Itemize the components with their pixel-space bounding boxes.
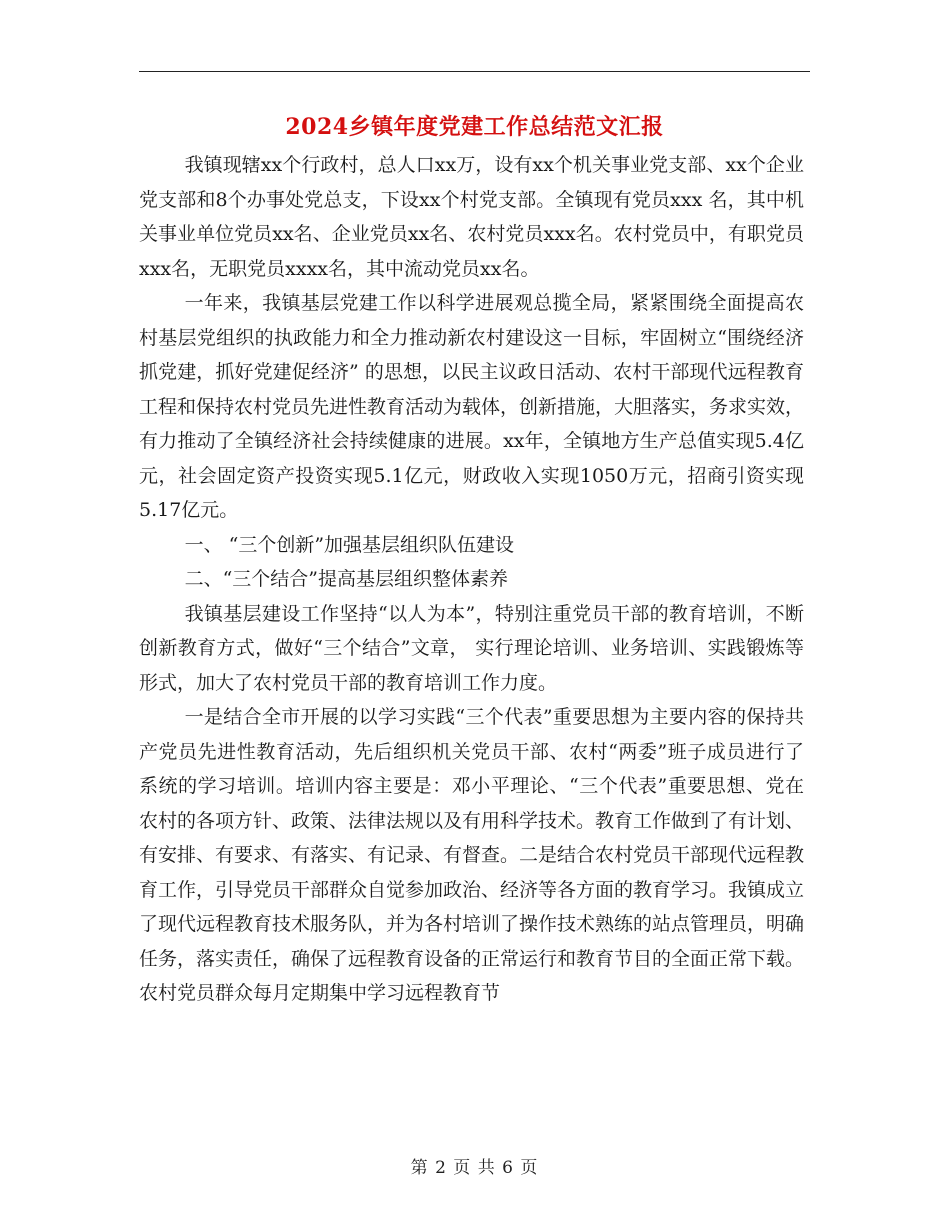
paragraph-details: 一是结合全市开展的以学习实践“三个代表”重要思想为主要内容的保持共产党员先进性教育活动，先后组织机关党员干部、农村“两委”班子成员进行了系统的学习培训。培训内容主要是：邓小平理论、“三个代表”重要思想、党在农村的各项方针、政策、法律法规以及有用科学技术。教育工作做到了有计划、有安排、有要求、有落实、有记录、有督查。二是结合农村党员干部现代远程教育工作，引导党员干部群众自觉参加政治、经济等各方面的教育学习。我镇成立了现代远程教育技术服务队，并为各村培训了操作技术熟练的站点管理员，明确任务，落实责任，确保了远程教育设备的正常运行和教育节目的全面正常下载。农村党员群众每月定期集中学习远程教育节 bbox=[139, 706, 805, 1004]
header-rule bbox=[139, 71, 810, 72]
document-title: 2024乡镇年度党建工作总结范文汇报 bbox=[285, 114, 664, 140]
section-heading-1: 一、 “三个创新”加强基层组织队伍建设 bbox=[184, 533, 515, 556]
paragraph-overview: 我镇现辖xx个行政村，总人口xx万，设有xx个机关事业党支部、xx个企业党支部和8个办事处党总支，下设xx个村党支部。全镇现有党员xxx 名，其中机关事业单位党员xx名、企业党员xx名、农村党员xxx名。农村党员中，有职党员xxx名，无职党员xxxx名，其中流动党员xx名。 bbox=[139, 154, 804, 280]
paragraph-training: 我镇基层建设工作坚持“以人为本”，特别注重党员干部的教育培训，不断创新教育方式，做好“三个结合”文章， 实行理论培训、业务培训、实践锻炼等形式，加大了农村党员干部的教育培训工作力度。 bbox=[139, 602, 804, 694]
section-heading-2: 二、“三个结合”提高基层组织整体素养 bbox=[184, 568, 509, 590]
document-body bbox=[139, 148, 804, 1011]
paragraph-summary: 一年来，我镇基层党建工作以科学进展观总揽全局，紧紧围绕全面提高农村基层党组织的执政能力和全力推动新农村建设这一目标，牢固树立“围绕经济抓党建，抓好党建促经济” 的思想，以民主议政日活动、农村干部现代远程教育工程和保持农村党员先进性教育活动为载体，创新措施，大胆落实，务求实效，有力推动了全镇经济社会持续健康的进展。xx年，全镇地方生产总值实现5.4亿元，社会固定资产投资实现5.1亿元，财政收入实现1050万元，招商引资实现5.17亿元。 bbox=[139, 292, 805, 521]
page-number-footer: 第 2 页 共 6 页 bbox=[410, 1158, 539, 1178]
